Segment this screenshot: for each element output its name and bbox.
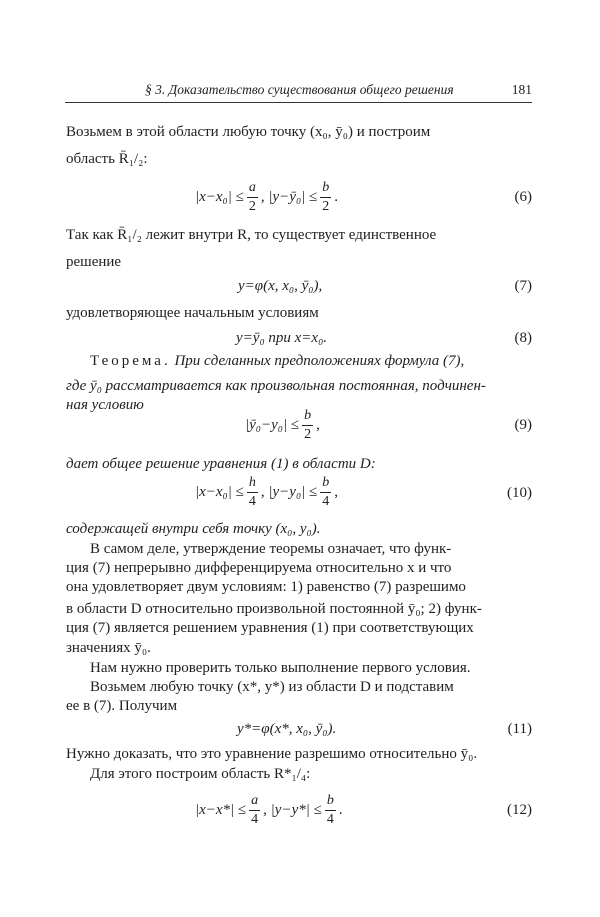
formula-12: |x−x*| ≤ $\frac{a}{4}$ , |y−y*| ≤ $\frac{b}{4}$ .	[195, 792, 343, 827]
fraction: $\frac{b}{2}$	[322, 179, 330, 214]
fraction: $\frac{a}{4}$	[251, 792, 259, 827]
text-line: ция (7) является решением уравнения (1) при соответствующих	[66, 620, 474, 636]
text-line: область R̄₁/₂:	[66, 151, 148, 167]
text-line: Нужно доказать, что это уравнение разрешимо относительно ȳ₀.	[66, 746, 478, 762]
formula-8: y=ȳ₀ при x=x₀.	[236, 330, 328, 346]
formula-11: y*=φ(x*, x₀, ȳ₀).	[237, 721, 337, 737]
text-line: дает общее решение уравнения (1) в области D:	[66, 456, 376, 472]
fraction: $\frac{b}{4}$	[326, 792, 334, 827]
text-line: Нам нужно проверить только выполнение первого условия.	[90, 660, 471, 676]
fraction: $\frac{a}{2}$	[248, 179, 256, 214]
formula-7: y=φ(x, x₀, ȳ₀),	[238, 278, 323, 294]
equation-number: (11)	[507, 721, 532, 737]
text-line: содержащей внутри себя точку (x₀, y₀).	[66, 521, 321, 537]
formula-10: |x−x₀| ≤ $\frac{h}{4}$ , |y−y₀| ≤ $\frac{b}{4}$ ,	[195, 474, 339, 509]
equation-number: (10)	[507, 485, 532, 501]
text-line: удовлетворяющее начальным условиям	[66, 305, 319, 321]
equation-number: (9)	[514, 417, 532, 433]
fraction: $\frac{h}{4}$	[248, 474, 256, 509]
text-line: Возьмем любую точку (x*, y*) из области D и подставим	[90, 679, 454, 695]
page-number: 181	[511, 82, 532, 97]
text-line: Возьмем в этой области любую точку (x₀, ȳ₀) и построим	[66, 124, 431, 140]
equation-number: (7)	[514, 278, 532, 294]
text-line: Для этого построим область R*₁/₄:	[90, 766, 311, 782]
text-line: в области D относительно произвольной постоянной ȳ₀; 2) функ-	[66, 601, 482, 617]
equation-number: (12)	[507, 802, 532, 818]
equation-number: (6)	[514, 189, 532, 205]
formula-6: |x−x₀| ≤ $\frac{a}{2}$ , |y−ȳ₀| ≤ $\frac{b}{2}$ .	[195, 179, 339, 214]
theorem-label: Теорема.	[90, 353, 171, 369]
text-line: Так как R̄₁/₂ лежит внутри R, то существует единственное	[66, 227, 437, 243]
text-line: В самом деле, утверждение теоремы означает, что функ-	[90, 541, 452, 557]
theorem-line: Теорема. При сделанных предположениях формула (7),	[90, 353, 465, 369]
equation-number: (8)	[514, 330, 532, 346]
fraction: $\frac{b}{2}$	[304, 407, 312, 442]
text-line: значениях ȳ₀.	[66, 640, 151, 656]
running-header	[65, 80, 532, 103]
text-line: ная условию	[66, 397, 144, 413]
text-line: она удовлетворяет двум условиям: 1) равенство (7) разрешимо	[66, 579, 466, 595]
text-line: решение	[66, 254, 122, 270]
formula-9: |ȳ₀−y₀| ≤ $\frac{b}{2}$ ,	[245, 407, 320, 442]
text-line: ция (7) непрерывно дифференцируема относительно x и что	[66, 560, 452, 576]
text-line: где ȳ₀ рассматривается как произвольная постоянная, подчинен-	[66, 378, 486, 394]
running-title: § 3. Доказательство существования общего решения	[145, 82, 454, 97]
text-line: ее в (7). Получим	[66, 698, 178, 714]
fraction: $\frac{b}{4}$	[322, 474, 330, 509]
